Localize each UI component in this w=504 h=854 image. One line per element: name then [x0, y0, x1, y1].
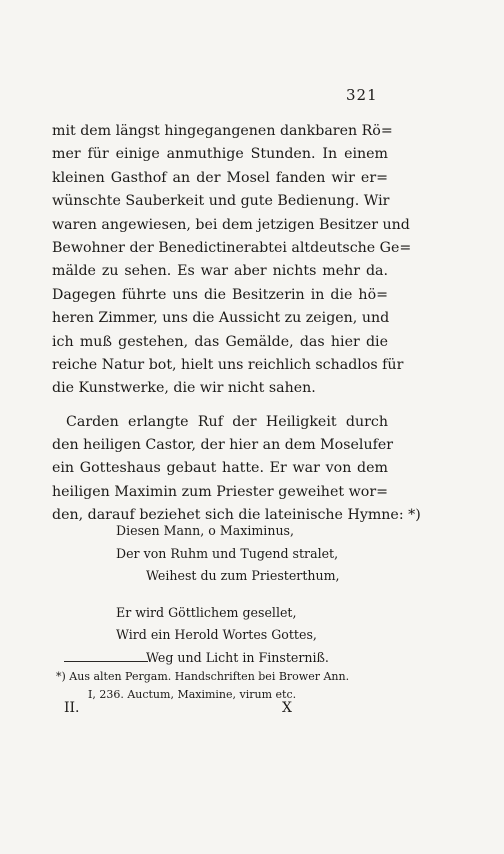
verse-line: Der von Ruhm und Tugend stralet,	[116, 545, 339, 561]
verse-line: Weihest du zum Priesterthum,	[146, 568, 340, 583]
footnote-rule	[64, 661, 148, 662]
verse-line: Wird ein Herold Wortes Gottes,	[116, 627, 317, 642]
footnote-line: *) Aus alten Pergam. Handschriften bei Brower Ann.	[56, 670, 350, 683]
text-line: heiligen Maximin zum Priester geweihet wor=	[52, 483, 388, 500]
catchword: X	[282, 700, 292, 716]
verse-line: Weg und Licht in Finsterniß.	[146, 649, 329, 665]
text-line: mit dem längst hingegangenen dankbaren Rö=	[52, 123, 393, 139]
text-line: waren angewiesen, bei dem jetzigen Besitzer und	[52, 216, 410, 233]
stanza-gap	[116, 588, 340, 602]
footnote-line: I, 236. Auctum, Maximine, virum etc.	[88, 688, 297, 701]
footnote	[56, 668, 396, 704]
main-text	[52, 120, 421, 528]
verse-line: Diesen Mann, o Maximinus,	[116, 523, 295, 538]
verse-line: Er wird Göttlichem gesellet,	[116, 604, 297, 620]
text-line: den heiligen Castor, der hier an dem Moselufer	[52, 437, 394, 454]
text-line: Carden erlangte Ruf der Heiligkeit durch	[66, 413, 388, 430]
signature-mark: II.	[64, 700, 80, 716]
text-line: mer für einige anmuthige Stunden. In einem	[52, 146, 388, 163]
text-line: ein Gotteshaus gebaut hatte. Er war von dem	[52, 460, 388, 477]
text-line: Bewohner der Benedictinerabtei altdeutsche Ge=	[52, 239, 412, 256]
text-line: wünschte Sauberkeit und gute Bedienung. Wir	[52, 193, 390, 210]
text-line: reiche Natur bot, hielt uns reichlich schadlos für	[52, 356, 404, 373]
text-line: heren Zimmer, uns die Aussicht zu zeigen, und	[52, 310, 390, 327]
text-line: mälde zu sehen. Es war aber nichts mehr da.	[52, 263, 388, 280]
text-line: Dagegen führte uns die Besitzerin in die hö=	[52, 286, 388, 303]
text-line: ich muß gestehen, das Gemälde, das hier die	[52, 333, 388, 350]
paragraph-gap	[52, 401, 388, 411]
text-line: den, darauf beziehet sich die lateinische Hymne: *)	[52, 507, 421, 524]
hymn-verse	[116, 520, 340, 669]
page-number: 321	[346, 86, 378, 104]
text-line: kleinen Gasthof an der Mosel fanden wir er=	[52, 169, 388, 186]
text-line: die Kunstwerke, die wir nicht sahen.	[52, 380, 316, 397]
